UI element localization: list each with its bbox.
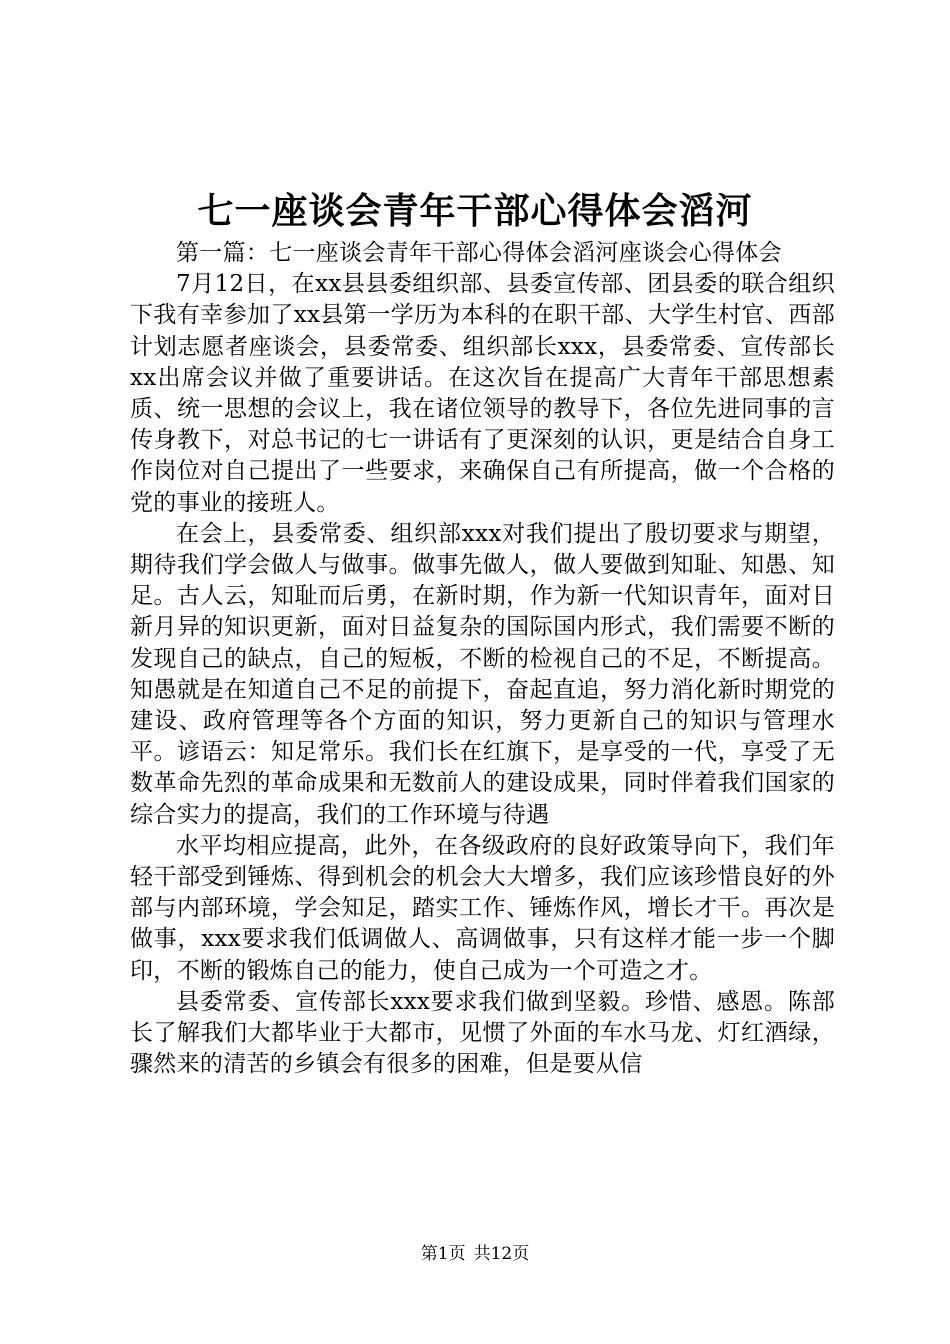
paragraph: 在会上，县委常委、组织部xxx对我们提出了殷切要求与期望，期待我们学会做人与做事。做事先做人，做人要做到知耻、知愚、知足。古人云，知耻而后勇，在新时期，作为新一代知识青年，面对日新月异的知识更新，面对日益复杂的国际国内形式，我们需要不断的发现自己的缺点，自己的短板，不断的检视自己的不足，不断提高。知愚就是在知道自己不足的前提下，奋起直追，努力消化新时期党的建设、政府管理等各个方面的知识，努力更新自己的知识与管理水平。谚语云：知足常乐。我们长在红旗下，是享受的一代，享受了无数革命先烈的革命成果和无数前人的建设成果，同时伴着我们国家的综合实力的提高，我们的工作环境与待遇 (130, 520, 835, 828)
document-title: 七一座谈会青年干部心得体会滔河 (197, 190, 753, 232)
page-number: 第1页 (420, 1244, 466, 1264)
paragraph: 县委常委、宣传部长xxx要求我们做到坚毅。珍惜、感恩。陈部长了解我们大都毕业于大都市，见惯了外面的车水马龙、灯红酒绿，骤然来的清苦的乡镇会有很多的困难，但是要从信 (130, 988, 835, 1078)
paragraph-heading: 第一篇：七一座谈会青年干部心得体会滔河座谈会心得体会 (176, 240, 782, 266)
paragraph: 水平均相应提高，此外，在各级政府的良好政策导向下，我们年轻干部受到锤炼、得到机会的机会大大增多，我们应该珍惜良好的外部与内部环境，学会知足，踏实工作、锤炼作风，增长才干。再次是做事，xxx要求我们低调做人、高调做事，只有这样才能一步一个脚印，不断的锻炼自己的能力，使自己成为一个可造之才。 (130, 832, 835, 984)
document-body (130, 238, 835, 1080)
paragraph: 7月12日，在xx县县委组织部、县委宣传部、团县委的联合组织下我有幸参加了xx县第一学历为本科的在职干部、大学生村官、西部计划志愿者座谈会，县委常委、组织部长xxx，县委常委、宣传部长xx出席会议并做了重要讲话。在这次旨在提高广大青年干部思想素质、统一思想的会议上，我在诸位领导的教导下，各位先进同事的言传身教下，对总书记的七一讲话有了更深刻的认识，更是结合自身工作岗位对自己提出了一些要求，来确保自己有所提高，做一个合格的党的事业的接班人。 (130, 271, 835, 516)
page-total: 共12页 (473, 1244, 530, 1264)
page-footer (0, 1242, 950, 1266)
